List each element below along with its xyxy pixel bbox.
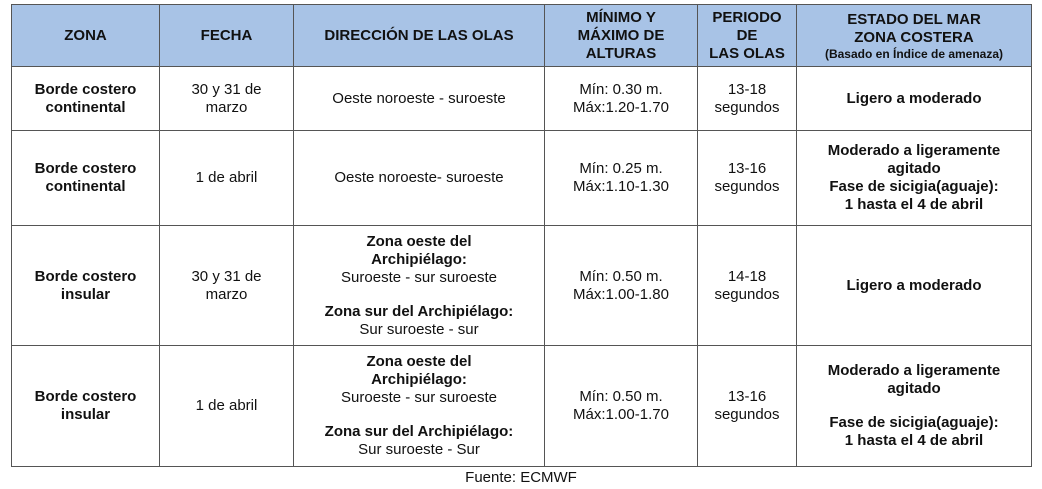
cell-fecha: 30 y 31 de marzo	[160, 67, 294, 131]
cell-estado: Moderado a ligeramente agitado Fase de sicigia(aguaje): 1 hasta el 4 de abril	[797, 131, 1032, 226]
cell-direccion: Oeste noroeste - suroeste	[294, 67, 545, 131]
table-row	[12, 131, 1032, 226]
cell-direccion: Zona oeste del Archipiélago: Suroeste - sur suroeste Zona sur del Archipiélago: Sur suroeste - sur	[294, 226, 545, 346]
header-fecha: FECHA	[160, 5, 294, 67]
cell-zona: Borde costero insular	[12, 346, 160, 467]
cell-alturas: Mín: 0.50 m. Máx:1.00-1.80	[545, 226, 698, 346]
cell-estado: Moderado a ligeramente agitado Fase de sicigia(aguaje): 1 hasta el 4 de abril	[797, 346, 1032, 467]
source-caption: Fuente: ECMWF	[465, 469, 577, 486]
cell-fecha: 1 de abril	[160, 131, 294, 226]
cell-alturas: Mín: 0.30 m. Máx:1.20-1.70	[545, 67, 698, 131]
cell-periodo: 13-16 segundos	[698, 131, 797, 226]
sea-state-table	[11, 4, 1032, 467]
header-periodo: PERIODO DE LAS OLAS	[698, 5, 797, 67]
cell-periodo: 13-16 segundos	[698, 346, 797, 467]
header-alturas: MÍNIMO Y MÁXIMO DE ALTURAS	[545, 5, 698, 67]
header-row	[12, 5, 1032, 67]
table-row	[12, 226, 1032, 346]
cell-fecha: 1 de abril	[160, 346, 294, 467]
cell-fecha: 30 y 31 de marzo	[160, 226, 294, 346]
header-estado: ESTADO DEL MAR ZONA COSTERA (Basado en Índice de amenaza)	[797, 5, 1032, 67]
cell-periodo: 14-18 segundos	[698, 226, 797, 346]
header-direccion: DIRECCIÓN DE LAS OLAS	[294, 5, 545, 67]
header-zona: ZONA	[12, 5, 160, 67]
cell-zona: Borde costero continental	[12, 131, 160, 226]
cell-alturas: Mín: 0.50 m. Máx:1.00-1.70	[545, 346, 698, 467]
cell-estado: Ligero a moderado	[797, 226, 1032, 346]
table-row	[12, 67, 1032, 131]
cell-zona: Borde costero insular	[12, 226, 160, 346]
table-row	[12, 346, 1032, 467]
cell-zona: Borde costero continental	[12, 67, 160, 131]
cell-periodo: 13-18 segundos	[698, 67, 797, 131]
cell-estado: Ligero a moderado	[797, 67, 1032, 131]
cell-alturas: Mín: 0.25 m. Máx:1.10-1.30	[545, 131, 698, 226]
cell-direccion: Oeste noroeste- suroeste	[294, 131, 545, 226]
cell-direccion: Zona oeste del Archipiélago: Suroeste - sur suroeste Zona sur del Archipiélago: Sur suroeste - Sur	[294, 346, 545, 467]
